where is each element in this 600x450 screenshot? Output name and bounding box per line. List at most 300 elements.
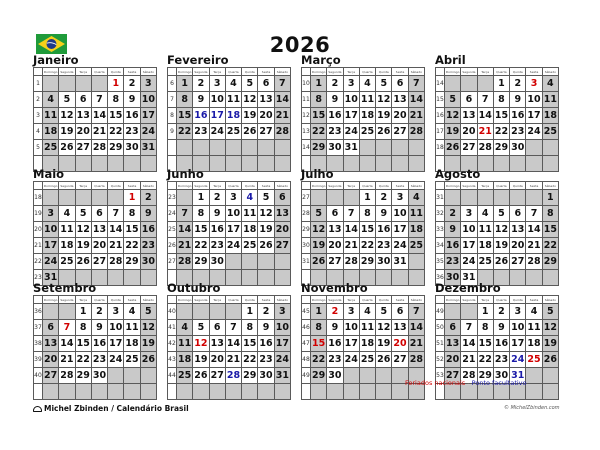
day-cell: 4 [408,190,424,206]
week-row [168,304,291,320]
day-cell: 23 [140,238,156,254]
day-cell: 11 [59,222,75,238]
day-cell: 25 [225,124,241,140]
day-cell: 1 [311,304,327,320]
day-cell [359,384,375,400]
week-number: 41 [168,320,177,336]
day-cell: 10 [209,92,225,108]
week-row [302,336,425,352]
day-cell: 8 [108,92,124,108]
weekday-header: Domingo [177,183,192,188]
day-cell [376,140,392,156]
day-cell: 24 [43,254,59,270]
day-cell [43,190,59,206]
day-cell: 11 [242,206,258,222]
day-cell: 12 [75,222,91,238]
day-cell [542,156,558,172]
week-number-header [436,296,445,304]
week-row [436,140,559,156]
day-cell: 30 [327,368,343,384]
day-cell: 17 [526,108,542,124]
weekday-header: Quinta [510,296,526,304]
day-cell: 26 [258,238,274,254]
day-cell [510,156,526,172]
day-cell [124,368,140,384]
week-row [436,352,559,368]
day-cell: 13 [461,108,477,124]
day-cell: 19 [311,238,327,254]
day-cell: 25 [526,352,542,368]
day-cell: 9 [376,206,392,222]
day-cell: 22 [542,238,558,254]
year-title: 2026 [269,33,331,57]
day-cell [461,76,477,92]
day-cell: 2 [510,76,526,92]
day-cell: 25 [59,254,75,270]
week-row [34,190,157,206]
day-cell: 8 [177,92,193,108]
day-cell: 20 [392,108,408,124]
weekday-header: Sábado [274,296,290,304]
day-cell [359,140,375,156]
day-cell: 21 [59,352,75,368]
week-number-header [34,296,43,304]
day-cell: 30 [209,254,225,270]
day-cell: 22 [108,124,124,140]
week-row [34,222,157,238]
week-row [168,384,291,400]
week-number: 42 [168,336,177,352]
week-number: 52 [436,352,445,368]
day-cell: 21 [526,238,542,254]
day-cell: 9 [327,92,343,108]
day-cell [392,270,408,286]
week-number: 32 [436,206,445,222]
day-cell: 5 [542,304,558,320]
week-number: 23 [168,190,177,206]
week-number: 31 [436,190,445,206]
weekday-header: Sábado [140,68,156,76]
day-cell: 9 [327,320,343,336]
day-cell: 14 [177,222,193,238]
day-cell: 16 [376,222,392,238]
day-cell [75,190,91,206]
day-cell: 16 [327,108,343,124]
weekday-header: Sexta [124,296,140,304]
day-cell: 8 [359,206,375,222]
day-cell: 3 [140,76,156,92]
weekday-header: Terça [75,182,91,190]
day-cell: 19 [75,238,91,254]
day-cell: 5 [493,206,509,222]
weekday-header: Terça [209,68,225,76]
week-row [302,76,425,92]
day-cell: 16 [493,336,509,352]
week-number: 27 [168,254,177,270]
legend-optional-holidays: Ponto facultativo [471,379,527,387]
day-cell: 22 [477,352,493,368]
month-grid [33,295,157,400]
day-cell: 16 [445,238,461,254]
day-cell: 30 [91,368,107,384]
day-cell [376,368,392,384]
day-cell [258,140,274,156]
week-number: 49 [436,304,445,320]
day-cell: 26 [542,352,558,368]
day-cell: 23 [445,254,461,270]
day-cell: 4 [225,76,241,92]
weekday-header: Quinta [376,182,392,190]
day-cell: 6 [445,320,461,336]
day-cell [209,304,225,320]
weekday-header: Sexta [526,296,542,304]
week-row [34,124,157,140]
day-cell: 5 [75,206,91,222]
day-cell: 28 [177,254,193,270]
weekday-header: Sexta [392,182,408,190]
week-number-header [436,182,445,190]
day-cell: 18 [542,108,558,124]
week-number-header [302,68,311,76]
day-cell [477,76,493,92]
week-number: 16 [436,108,445,124]
day-cell: 10 [140,92,156,108]
day-cell [258,254,274,270]
day-cell [43,304,59,320]
day-cell: 17 [108,336,124,352]
week-row [168,124,291,140]
weekday-header: Terça [209,296,225,304]
day-cell: 29 [242,368,258,384]
week-row [34,76,157,92]
day-cell: 10 [108,320,124,336]
week-row [302,254,425,270]
day-cell [59,76,75,92]
day-cell: 23 [209,238,225,254]
day-cell: 12 [445,108,461,124]
week-number [168,140,177,156]
day-cell: 2 [445,206,461,222]
day-cell: 14 [408,320,424,336]
weekday-header: Segunda [60,69,74,74]
footer-text: Michel Zbinden / Calendário Brasil [44,404,189,413]
day-cell: 2 [493,304,509,320]
day-cell: 13 [445,336,461,352]
day-cell: 27 [258,124,274,140]
week-number: 35 [436,254,445,270]
day-cell: 3 [392,190,408,206]
day-cell: 17 [343,336,359,352]
day-cell: 23 [510,124,526,140]
week-number: 5 [34,140,43,156]
week-number: 40 [168,304,177,320]
day-cell [461,304,477,320]
day-cell: 14 [408,92,424,108]
weekday-header: Quarta [493,296,509,304]
day-cell: 1 [108,76,124,92]
day-cell: 28 [225,368,241,384]
weekday-header: Quarta [225,296,241,304]
day-cell [526,384,542,400]
week-number: 14 [436,76,445,92]
day-cell: 14 [477,108,493,124]
week-row [34,368,157,384]
day-cell: 26 [242,124,258,140]
weekday-header: Quinta [510,68,526,76]
day-cell: 7 [108,206,124,222]
day-cell: 11 [477,222,493,238]
day-cell: 3 [343,304,359,320]
day-cell: 5 [311,206,327,222]
day-cell: 20 [43,352,59,368]
day-cell: 2 [124,76,140,92]
weekday-header: Segunda [462,69,476,74]
day-cell: 27 [461,140,477,156]
day-cell: 22 [124,238,140,254]
day-cell: 15 [359,222,375,238]
day-cell: 8 [124,206,140,222]
day-cell: 15 [177,108,193,124]
day-cell: 9 [445,222,461,238]
day-cell: 19 [542,336,558,352]
day-cell: 6 [392,304,408,320]
weekday-header: Quinta [376,296,392,304]
day-cell [542,368,558,384]
month-grid [301,67,425,172]
legend-national-holidays: Feriados nacionais [405,379,466,387]
week-number: 29 [302,222,311,238]
day-cell: 14 [59,336,75,352]
day-cell: 4 [526,304,542,320]
day-cell: 31 [140,140,156,156]
day-cell [258,270,274,286]
day-cell: 14 [91,108,107,124]
month-name: Dezembro [435,281,501,295]
day-cell: 7 [408,304,424,320]
week-row [168,140,291,156]
day-cell: 6 [510,206,526,222]
day-cell: 2 [376,190,392,206]
day-cell: 24 [108,352,124,368]
day-cell: 28 [108,254,124,270]
day-cell: 4 [124,304,140,320]
week-number [302,384,311,400]
day-cell [343,156,359,172]
weekday-header: Domingo [311,297,326,302]
day-cell: 13 [327,222,343,238]
day-cell: 8 [493,92,509,108]
day-cell [91,156,107,172]
day-cell: 19 [242,108,258,124]
weekday-header: Quinta [242,182,258,190]
day-cell [526,270,542,286]
day-cell: 15 [542,222,558,238]
day-cell [91,76,107,92]
mz-logo-icon [33,406,42,412]
day-cell: 11 [177,336,193,352]
day-cell: 4 [477,206,493,222]
day-cell: 28 [526,254,542,270]
day-cell [108,384,124,400]
day-cell: 23 [376,238,392,254]
weekday-header: Quinta [510,182,526,190]
day-cell: 21 [461,352,477,368]
day-cell [140,384,156,400]
weekday-header: Quarta [359,296,375,304]
day-cell: 24 [343,352,359,368]
day-cell: 1 [177,76,193,92]
day-cell: 27 [510,254,526,270]
week-row [34,384,157,400]
day-cell: 18 [242,222,258,238]
week-number: 50 [436,320,445,336]
day-cell: 26 [193,368,209,384]
day-cell: 22 [177,124,193,140]
week-row [436,92,559,108]
day-cell: 16 [209,222,225,238]
month-grid [33,181,157,286]
day-cell [258,384,274,400]
day-cell: 22 [311,124,327,140]
week-row [302,92,425,108]
day-cell [493,190,509,206]
weekday-header: Segunda [60,297,74,302]
day-cell: 20 [327,238,343,254]
day-cell: 13 [75,108,91,124]
day-cell: 7 [343,206,359,222]
day-cell: 22 [242,352,258,368]
week-row [168,336,291,352]
day-cell: 9 [91,320,107,336]
day-cell: 5 [258,190,274,206]
day-cell: 12 [242,92,258,108]
day-cell [274,384,290,400]
day-cell [392,140,408,156]
week-number: 22 [34,254,43,270]
day-cell: 3 [43,206,59,222]
week-number: 4 [34,124,43,140]
day-cell [177,304,193,320]
day-cell [274,270,290,286]
day-cell: 3 [461,206,477,222]
weekday-header: Terça [477,68,493,76]
day-cell: 28 [59,368,75,384]
week-number: 36 [34,304,43,320]
week-row [34,304,157,320]
day-cell [359,368,375,384]
weekday-header: Domingo [177,297,192,302]
day-cell [408,270,424,286]
day-cell [225,384,241,400]
day-cell: 28 [343,254,359,270]
day-cell: 11 [225,92,241,108]
day-cell: 26 [311,254,327,270]
day-cell: 24 [461,254,477,270]
week-number: 40 [34,368,43,384]
week-number: 12 [302,108,311,124]
day-cell [177,190,193,206]
weekday-header: Quarta [91,296,107,304]
day-cell: 10 [43,222,59,238]
day-cell: 31 [461,270,477,286]
day-cell: 29 [193,254,209,270]
day-cell: 4 [59,206,75,222]
day-cell: 20 [392,336,408,352]
weekday-header: Sexta [258,68,274,76]
day-cell [311,190,327,206]
week-row [34,320,157,336]
day-cell: 3 [526,76,542,92]
week-row [168,254,291,270]
week-row [34,254,157,270]
week-row [302,320,425,336]
day-cell: 20 [209,352,225,368]
day-cell [140,270,156,286]
week-number-header [436,68,445,76]
day-cell [376,270,392,286]
day-cell [108,190,124,206]
week-number: 10 [302,76,311,92]
weekday-header: Quarta [91,68,107,76]
week-number: 47 [302,336,311,352]
day-cell: 29 [493,140,509,156]
weekday-header: Sábado [542,68,558,76]
day-cell: 20 [445,352,461,368]
day-cell: 18 [124,336,140,352]
weekday-header: Quinta [242,68,258,76]
day-cell: 15 [493,108,509,124]
day-cell [124,384,140,400]
day-cell: 15 [311,108,327,124]
day-cell: 11 [408,206,424,222]
day-cell [91,190,107,206]
day-cell [75,76,91,92]
week-row [302,140,425,156]
day-cell: 3 [510,304,526,320]
day-cell: 19 [376,108,392,124]
weekday-header: Sábado [542,296,558,304]
day-cell: 9 [209,206,225,222]
day-cell: 24 [510,352,526,368]
day-cell: 6 [75,92,91,108]
day-cell: 8 [75,320,91,336]
day-cell: 23 [193,124,209,140]
week-number [34,384,43,400]
day-cell: 20 [461,124,477,140]
day-cell: 28 [461,368,477,384]
day-cell: 5 [376,304,392,320]
day-cell [225,140,241,156]
day-cell [225,304,241,320]
weekday-header: Terça [477,296,493,304]
day-cell: 7 [408,76,424,92]
day-cell: 30 [493,368,509,384]
day-cell: 21 [108,238,124,254]
week-row [436,190,559,206]
day-cell [461,190,477,206]
day-cell [242,270,258,286]
week-number-header [302,296,311,304]
day-cell [258,156,274,172]
day-cell: 23 [91,352,107,368]
day-cell: 7 [477,92,493,108]
weekday-header: Terça [343,296,359,304]
day-cell [376,156,392,172]
week-number: 33 [436,222,445,238]
weekday-header: Segunda [194,183,208,188]
day-cell: 10 [274,320,290,336]
day-cell: 25 [477,254,493,270]
